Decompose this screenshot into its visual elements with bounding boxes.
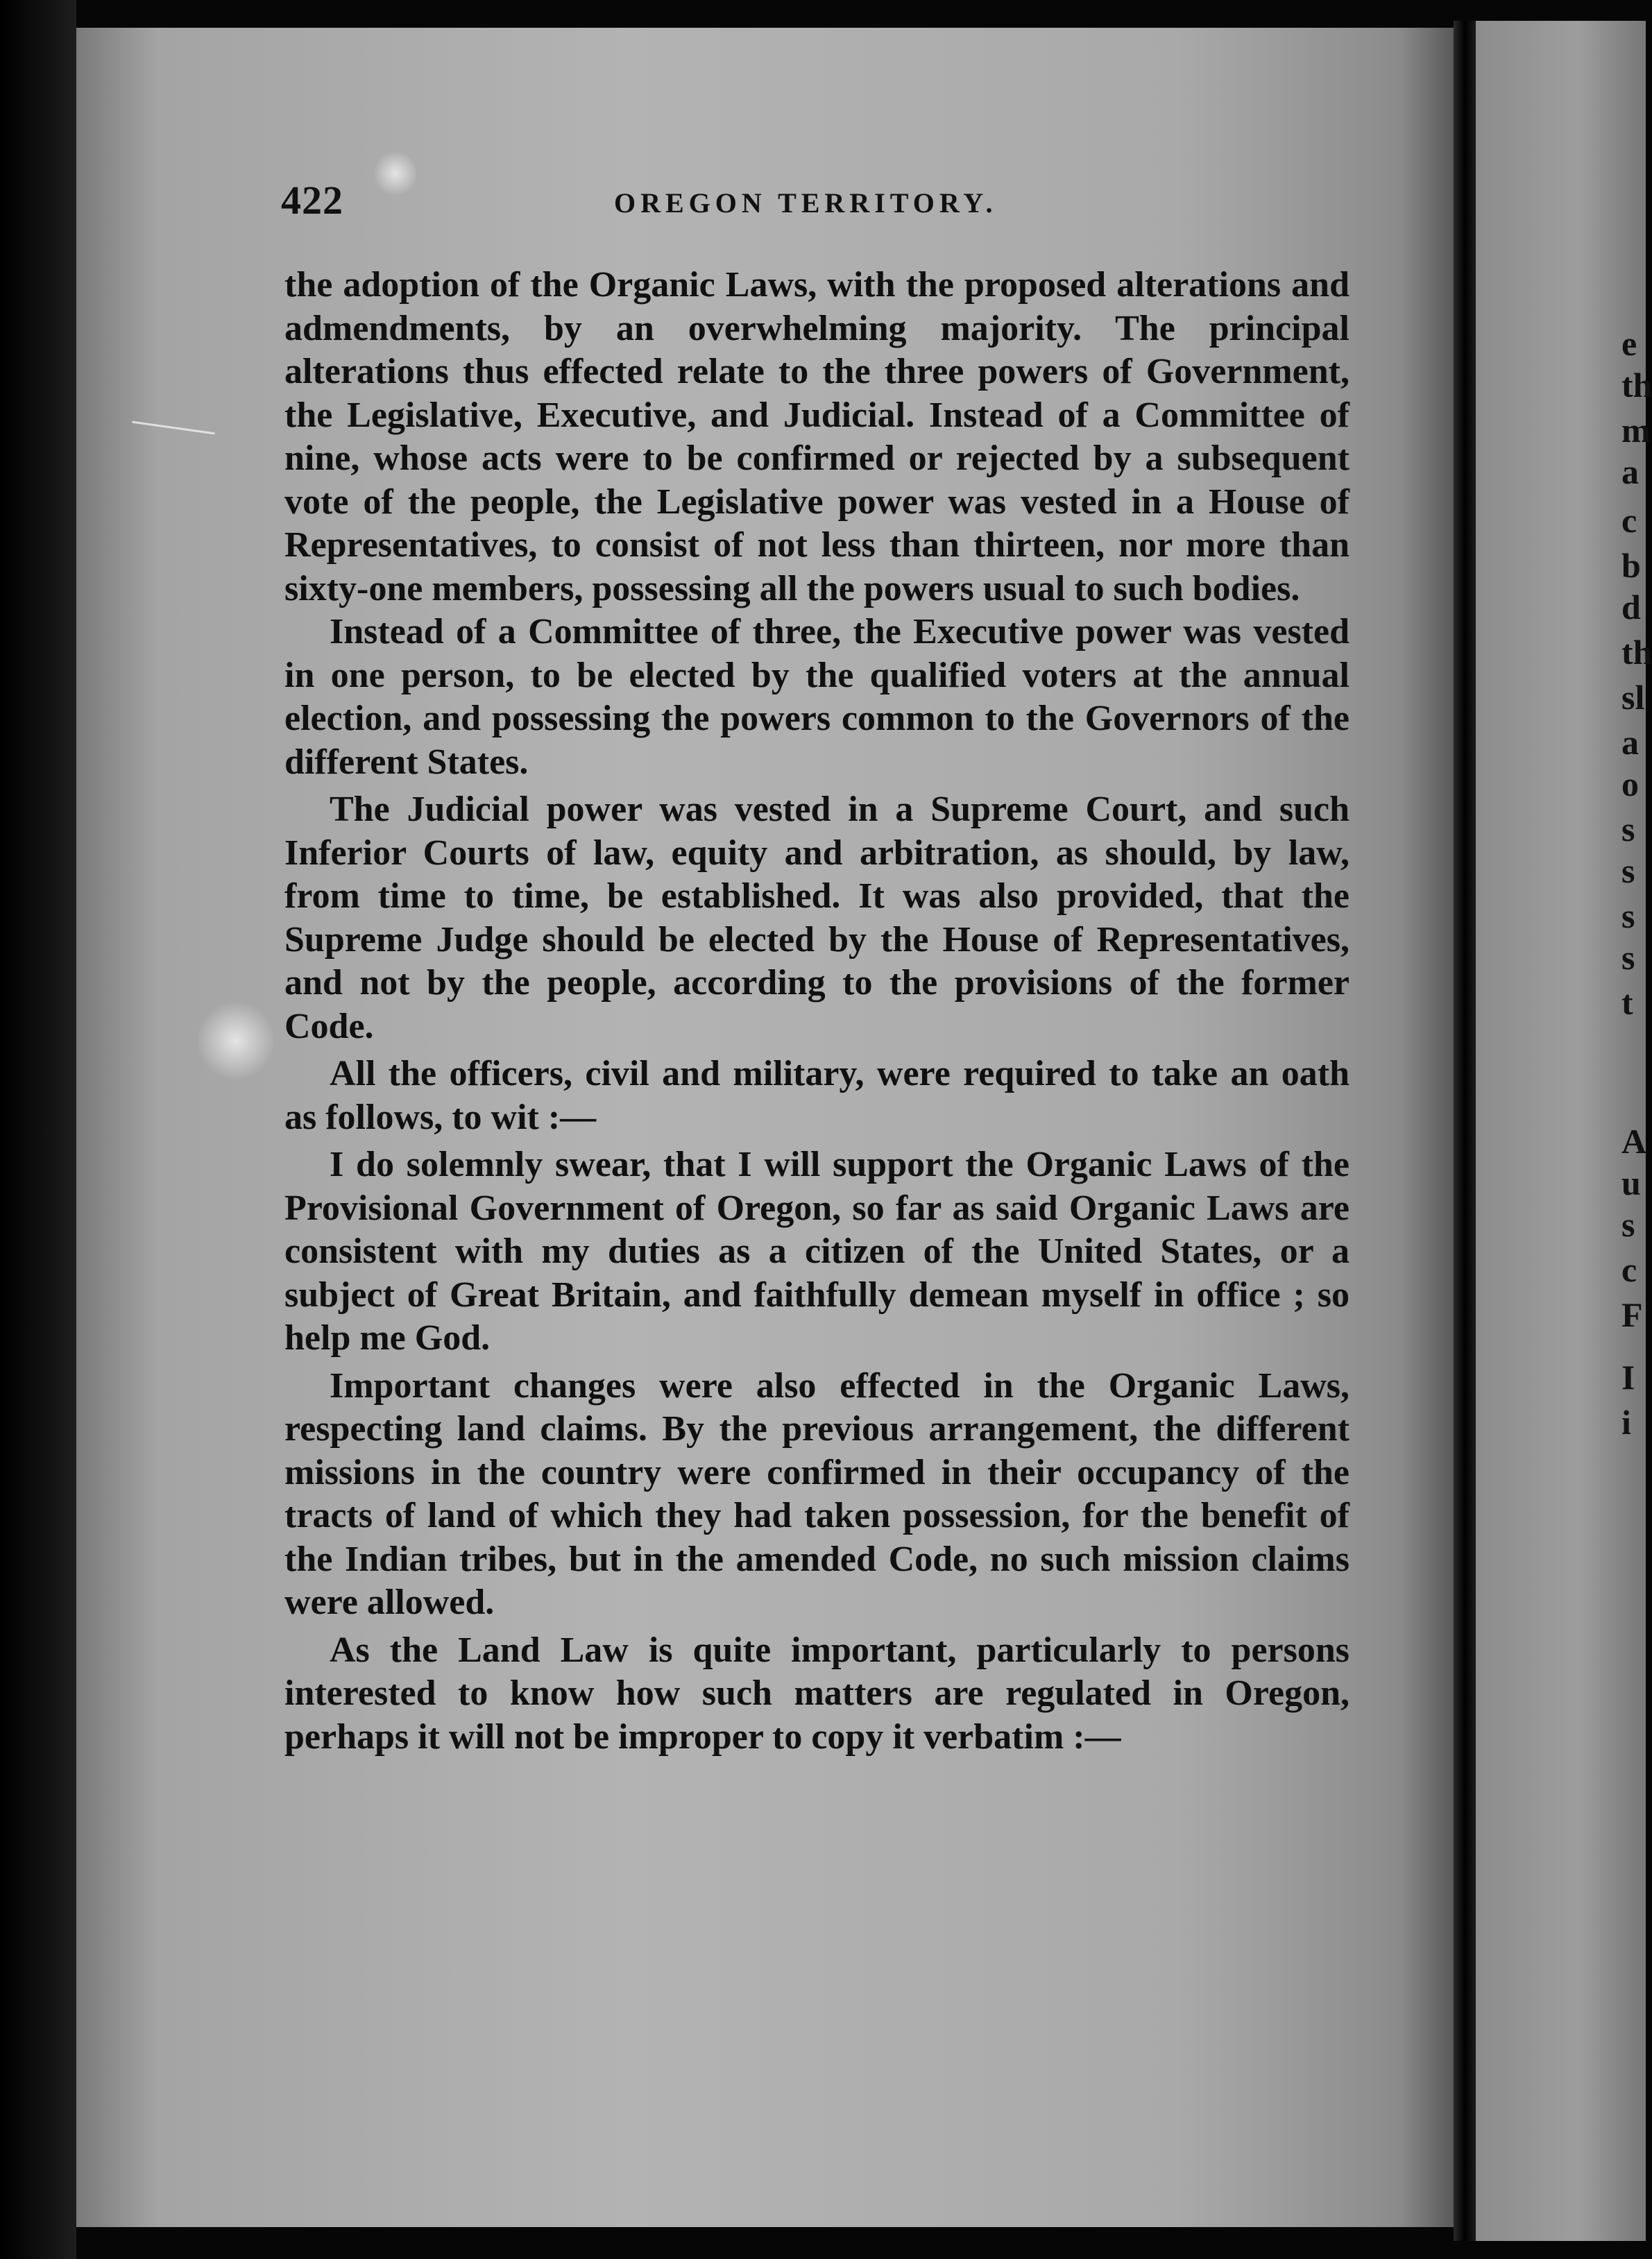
adjacent-page-fragment: e [1621,324,1637,363]
paragraph: the adoption of the Organic Laws, with the proposed alterations and admendments, by an overwhelming majority. The principal alterations thus effected relate to the three powers of Government, the Legislative, Executive, and Judicial. Instead of a Committee of nine, whose acts were to be confirmed or rejected by a subsequent vote of the people, the Legislative power was vested in a House of Representatives, to consist of not less than thirteen, nor more than sixty-one members, possessing all the powers usual to such bodies. [284,265,1349,608]
adjacent-page-fragment: u [1621,1163,1641,1202]
paragraph: As the Land Law is quite important, particularly to persons interested to know how such matters are regulated in Oregon, perhaps it will not be improper to copy it verbatim :— [284,1630,1349,1757]
adjacent-page-fragment: a [1621,723,1639,762]
adjacent-page-fragment: s [1621,896,1635,935]
adjacent-page-fragment: th [1621,633,1652,672]
paragraph: Important changes were also effected in the Organic Laws, respecting land claims. By the previous arrangement, the different missions in the country were confirmed in their occupancy of the tracts of land of which they had taken possession, for the benefit of the Indian tribes, but in the amended Code, no such mission claims were allowed. [284,1365,1349,1622]
adjacent-page-fragment: I [1621,1358,1635,1397]
adjacent-page-fragment: A [1621,1122,1647,1161]
paragraph: The Judicial power was vested in a Supreme Court, and such Inferior Courts of law, equity and arbitration, as should, by law, from time to time, be established. It was also provided, that the Supreme Judge should be elected by the House of Representatives, and not by the people, according to the provisions of the former Code. [284,790,1349,1046]
scan-left-edge [0,0,76,2259]
adjacent-page-fragment: d [1621,588,1641,626]
scan-smudge [198,999,274,1082]
adjacent-page-fragment: s [1621,938,1635,977]
adjacent-page-fragment: a [1621,452,1639,491]
paragraph: All the officers, civil and military, were required to take an oath as follows, to wit :— [284,1054,1349,1137]
paragraph: Instead of a Committee of three, the Executive power was vested in one person, to be elected by the qualified voters at the annual election, and possessing the powers common to the Governors of the different States. [284,612,1349,782]
adjacent-page-fragment: sl [1621,678,1645,717]
paragraph: I do solemnly swear, that I will support the Organic Laws of the Provisional Government of Oregon, so far as said Organic Laws are consistent with my duties as a citizen of the United States, or a subject of Great Britain, and faithfully demean myself in office ; so help me God. [284,1145,1349,1358]
book-gutter [1454,21,1476,2241]
adjacent-page-fragment: b [1621,546,1641,585]
adjacent-page-fragment: t [1621,983,1633,1022]
adjacent-page-fragment: F [1621,1295,1643,1334]
adjacent-page-fragment: m [1621,411,1651,450]
adjacent-page-fragment: o [1621,765,1639,803]
adjacent-page-fragment: s [1621,851,1635,890]
adjacent-page-fragment: th [1621,366,1652,404]
adjacent-page-fragment: i [1621,1403,1631,1442]
running-head: OREGON TERRITORY. [614,187,998,219]
adjacent-page-fragment: s [1621,810,1635,849]
page-header [281,177,1349,232]
adjacent-page-fragment: c [1621,501,1637,540]
page-number: 422 [281,178,343,223]
adjacent-page-fragment: s [1621,1205,1635,1244]
page-body [284,264,1349,1759]
adjacent-page [1476,21,1652,2241]
adjacent-page-fragment: c [1621,1250,1637,1289]
